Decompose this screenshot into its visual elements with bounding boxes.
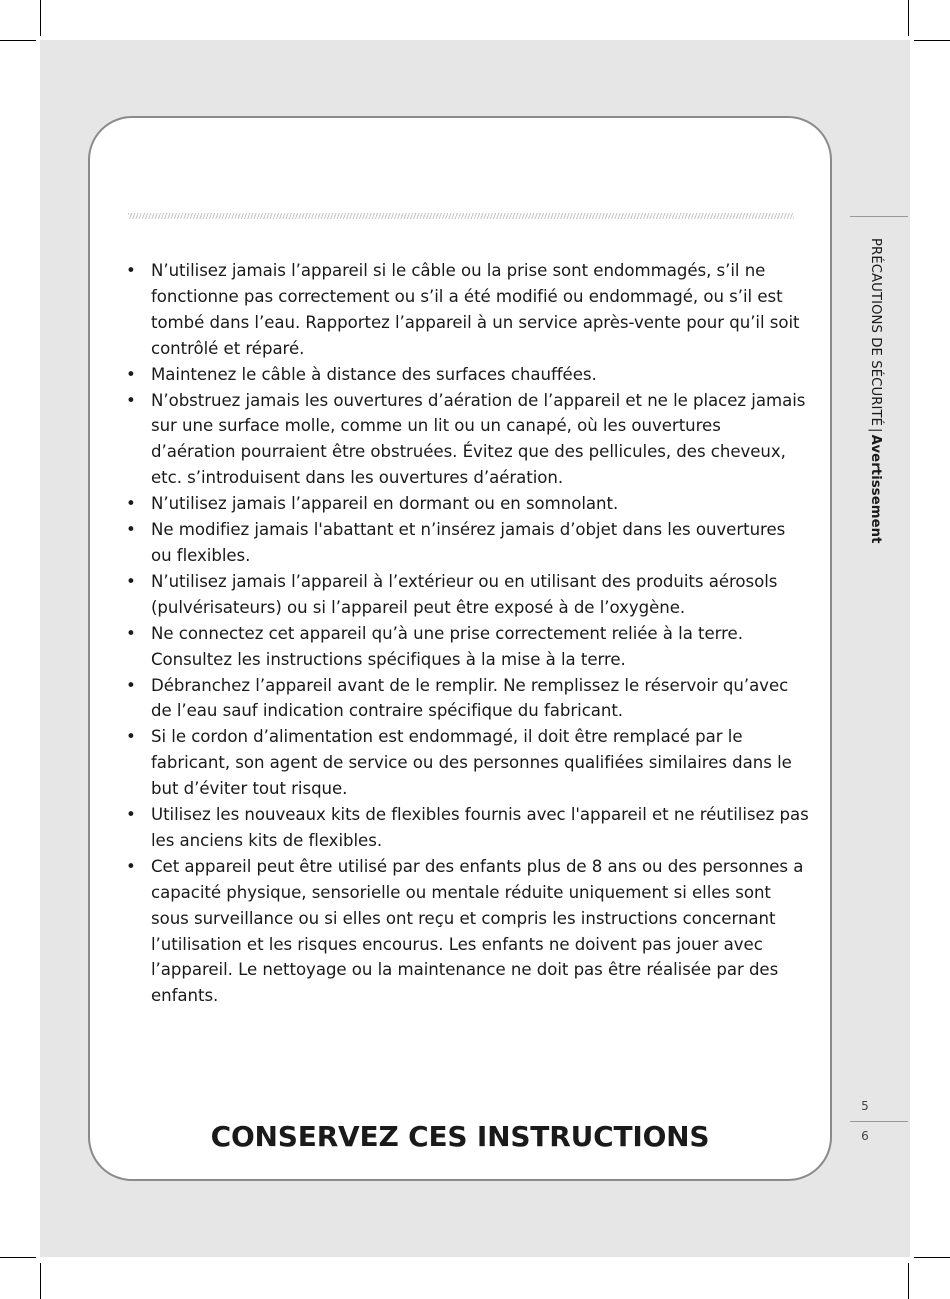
bullet-icon: • [126, 856, 136, 876]
crop-mark [0, 40, 36, 41]
warning-text: Utilisez les nouveaux kits de flexibles fournis avec l'appareil et ne réutilisez pas les anciens kits de flexibles. [151, 805, 809, 850]
warning-text: N’utilisez jamais l’appareil à l’extérieur ou en utilisant des produits aérosols (pulvérisateurs) ou si l’appareil peut être exposé à de l’oxygène. [151, 571, 778, 617]
crop-mark [908, 0, 909, 36]
crop-mark [0, 1257, 36, 1258]
warning-item [122, 258, 810, 362]
section-title: PRÉCAUTIONS DE SÉCURITÉ [868, 238, 883, 427]
warning-item [122, 854, 810, 1009]
bullet-icon: • [126, 364, 136, 384]
warning-item [122, 388, 810, 492]
section-header [867, 238, 883, 544]
bullet-icon: • [126, 727, 136, 747]
bullet-icon: • [126, 494, 136, 514]
bullet-icon: • [126, 520, 136, 540]
page-number-current: 5 [861, 1099, 869, 1113]
page-number-next: 6 [861, 1129, 869, 1143]
warning-text: Si le cordon d’alimentation est endommagé, il doit être remplacé par le fabricant, son agent de service ou des personnes qualifiées similaires dans le but d’éviter tout risque. [151, 727, 792, 799]
warning-text: Maintenez le câble à distance des surfaces chauffées. [151, 364, 597, 384]
warning-text: Cet appareil peut être utilisé par des enfants plus de 8 ans ou des personnes a capacité physique, sensorielle ou mentale réduite uniquement si elles sont sous surveillance ou si elles ont reçu et compris les instructions concernant l’utilisation et les risques encourus. Les enfants ne doivent pas jouer avec l’appareil. Le nettoyage ou la maintenance ne doit pas être réalisée par des enfants. [151, 856, 804, 1006]
bullet-icon: • [126, 261, 136, 280]
warning-item [122, 362, 810, 388]
side-rule-top [850, 216, 908, 217]
warning-item [122, 621, 810, 673]
warning-text: N’utilisez jamais l’appareil en dormant ou en somnolant. [151, 494, 619, 514]
warning-text: N’obstruez jamais les ouvertures d’aération de l’appareil et ne le placez jamais sur une surface molle, comme un lit ou un canapé, où les ouvertures d’aération pourraient être obstruées. Évitez que des pellicules, des cheveux, etc. s’introduisent dans les ouvertures d’aération. [151, 390, 806, 488]
crop-mark [40, 0, 41, 36]
subsection-title: Avertissement [868, 434, 883, 544]
warning-text: Débranchez l’appareil avant de le remplir. Ne remplissez le réservoir qu’avec de l’eau sauf indication contraire spécifique du fabricant. [151, 675, 789, 721]
warning-text: Ne modifiez jamais l'abattant et n’insérez jamais d’objet dans les ouvertures ou flexibles. [151, 520, 786, 565]
crop-mark [914, 1257, 950, 1258]
warning-item [122, 673, 810, 725]
bullet-icon: • [126, 805, 136, 825]
hatch-divider [128, 213, 794, 219]
crop-mark [40, 1263, 41, 1299]
bullet-icon: • [126, 623, 136, 643]
warning-text: N’utilisez jamais l’appareil si le câble ou la prise sont endommagés, s’il ne fonctionne pas correctement ou s’il a été modifié ou endommagé, ou s’il est tombé dans l’eau. Rapportez l’appareil à un service après-vente pour qu’il soit contrôlé et réparé. [151, 261, 800, 358]
section-separator: | [868, 428, 883, 433]
warning-item [122, 802, 810, 854]
crop-mark [914, 40, 950, 41]
warning-item [122, 724, 810, 802]
warning-item [122, 491, 810, 517]
bullet-icon: • [126, 571, 136, 591]
crop-mark [908, 1263, 909, 1299]
page-number-divider [850, 1121, 908, 1122]
warning-text: Ne connectez cet appareil qu’à une prise correctement reliée à la terre. Consultez les instructions spécifiques à la mise à la terre. [151, 623, 743, 669]
bullet-icon: • [126, 675, 136, 695]
warning-item [122, 517, 810, 569]
footer-title: CONSERVEZ CES INSTRUCTIONS [210, 1120, 710, 1153]
warnings-list [122, 258, 810, 1009]
bullet-icon: • [126, 390, 136, 410]
warning-item [122, 569, 810, 621]
